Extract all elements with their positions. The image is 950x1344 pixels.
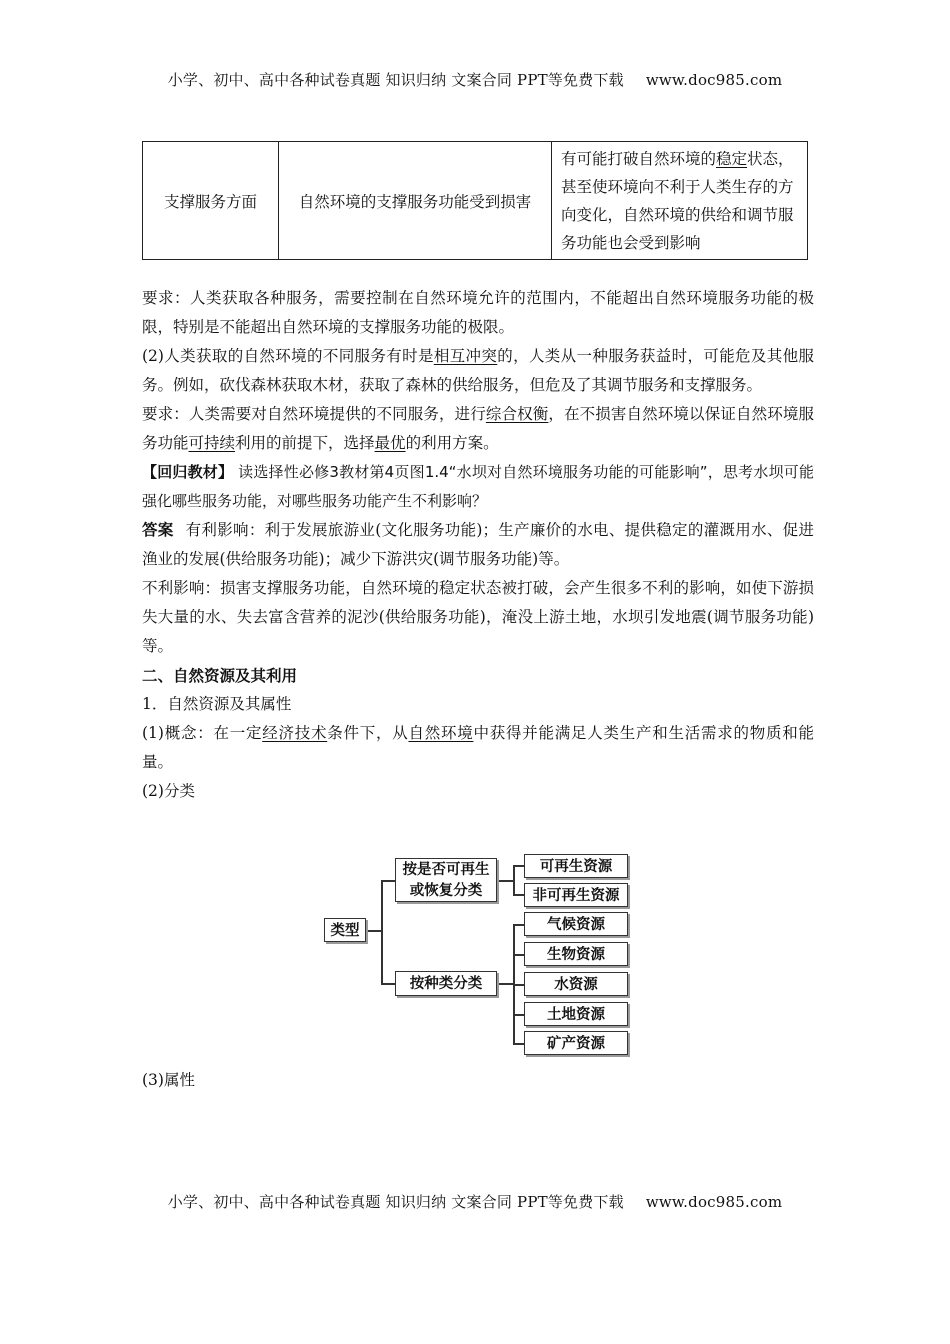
diagram-leaf-mineral: 矿产资源	[524, 1031, 628, 1055]
main-content	[142, 284, 814, 806]
classification-heading: (2)分类	[142, 782, 195, 800]
diagram-leaf-nonrenewable: 非可再生资源	[524, 883, 628, 907]
table-cell-consequence: 有可能打破自然环境的稳定状态，甚至使环境向不利于人类生存的方向变化，自然环境的供给和调节服务功能也会受到影响	[552, 142, 808, 260]
footer-url: www.doc985.com	[645, 1193, 783, 1211]
header-text: 小学、初中、高中各种试卷真题 知识归纳 文案合同 PPT等免费下载	[167, 71, 624, 89]
classification-diagram	[320, 850, 640, 1060]
table-row	[143, 142, 808, 260]
subsection-heading: 1．自然资源及其属性	[142, 695, 292, 713]
section-heading: 二、自然资源及其利用	[142, 666, 298, 685]
diagram-leaf-land: 土地资源	[524, 1002, 628, 1026]
paragraph-negative-impact: 不利影响：损害支撑服务功能，自然环境的稳定状态被打破，会产生很多不利的影响，如使下游损失大量的水、失去富含营养的泥沙(供给服务功能)，淹没上游土地，水坝引发地震(调节服务功能)等。	[142, 579, 814, 655]
footer-text: 小学、初中、高中各种试卷真题 知识归纳 文案合同 PPT等免费下载	[167, 1193, 624, 1211]
diagram-branch-type: 按种类分类	[395, 971, 497, 996]
diagram-leaf-renewable: 可再生资源	[524, 854, 628, 878]
diagram-leaf-climate: 气候资源	[524, 912, 628, 936]
header-url: www.doc985.com	[645, 71, 783, 89]
service-table	[142, 141, 808, 260]
page-header	[0, 69, 950, 90]
diagram-leaf-water: 水资源	[524, 972, 628, 996]
table-cell-impact: 自然环境的支撑服务功能受到损害	[279, 142, 552, 260]
attribute-heading: (3)属性	[142, 1071, 195, 1089]
paragraph-concept: (1)概念：在一定经济技术条件下，从自然环境中获得并能满足人类生产和生活需求的物质和能量。	[142, 724, 814, 771]
diagram-branch-renewability: 按是否可再生或恢复分类	[395, 858, 497, 902]
paragraph-answer: 答案 有利影响：利于发展旅游业(文化服务功能)；生产廉价的水电、提供稳定的灌溉用水、促进渔业的发展(供给服务功能)；减少下游洪灾(调节服务功能)等。	[142, 521, 814, 568]
paragraph-requirement-2: 要求：人类需要对自然环境提供的不同服务，进行综合权衡，在不损害自然环境以保证自然环境服务功能可持续利用的前提下，选择最优的利用方案。	[142, 405, 814, 452]
paragraph-textbook-question: 【回归教材】 读选择性必修3教材第4页图1.4“水坝对自然环境服务功能的可能影响”，思考水坝可能强化哪些服务功能，对哪些服务功能产生不利影响？	[142, 463, 814, 510]
paragraph-requirement-1: 要求：人类获取各种服务，需要控制在自然环境允许的范围内，不能超出自然环境服务功能的极限，特别是不能超出自然环境的支撑服务功能的极限。	[142, 289, 814, 336]
paragraph-conflict: (2)人类获取的自然环境的不同服务有时是相互冲突的，人类从一种服务获益时，可能危及其他服务。例如，砍伐森林获取木材，获取了森林的供给服务，但危及了其调节服务和支撑服务。	[142, 347, 814, 394]
diagram-leaf-biological: 生物资源	[524, 942, 628, 966]
table-cell-category: 支撑服务方面	[143, 142, 279, 260]
diagram-root-box: 类型	[324, 918, 366, 942]
page-footer	[0, 1191, 950, 1212]
